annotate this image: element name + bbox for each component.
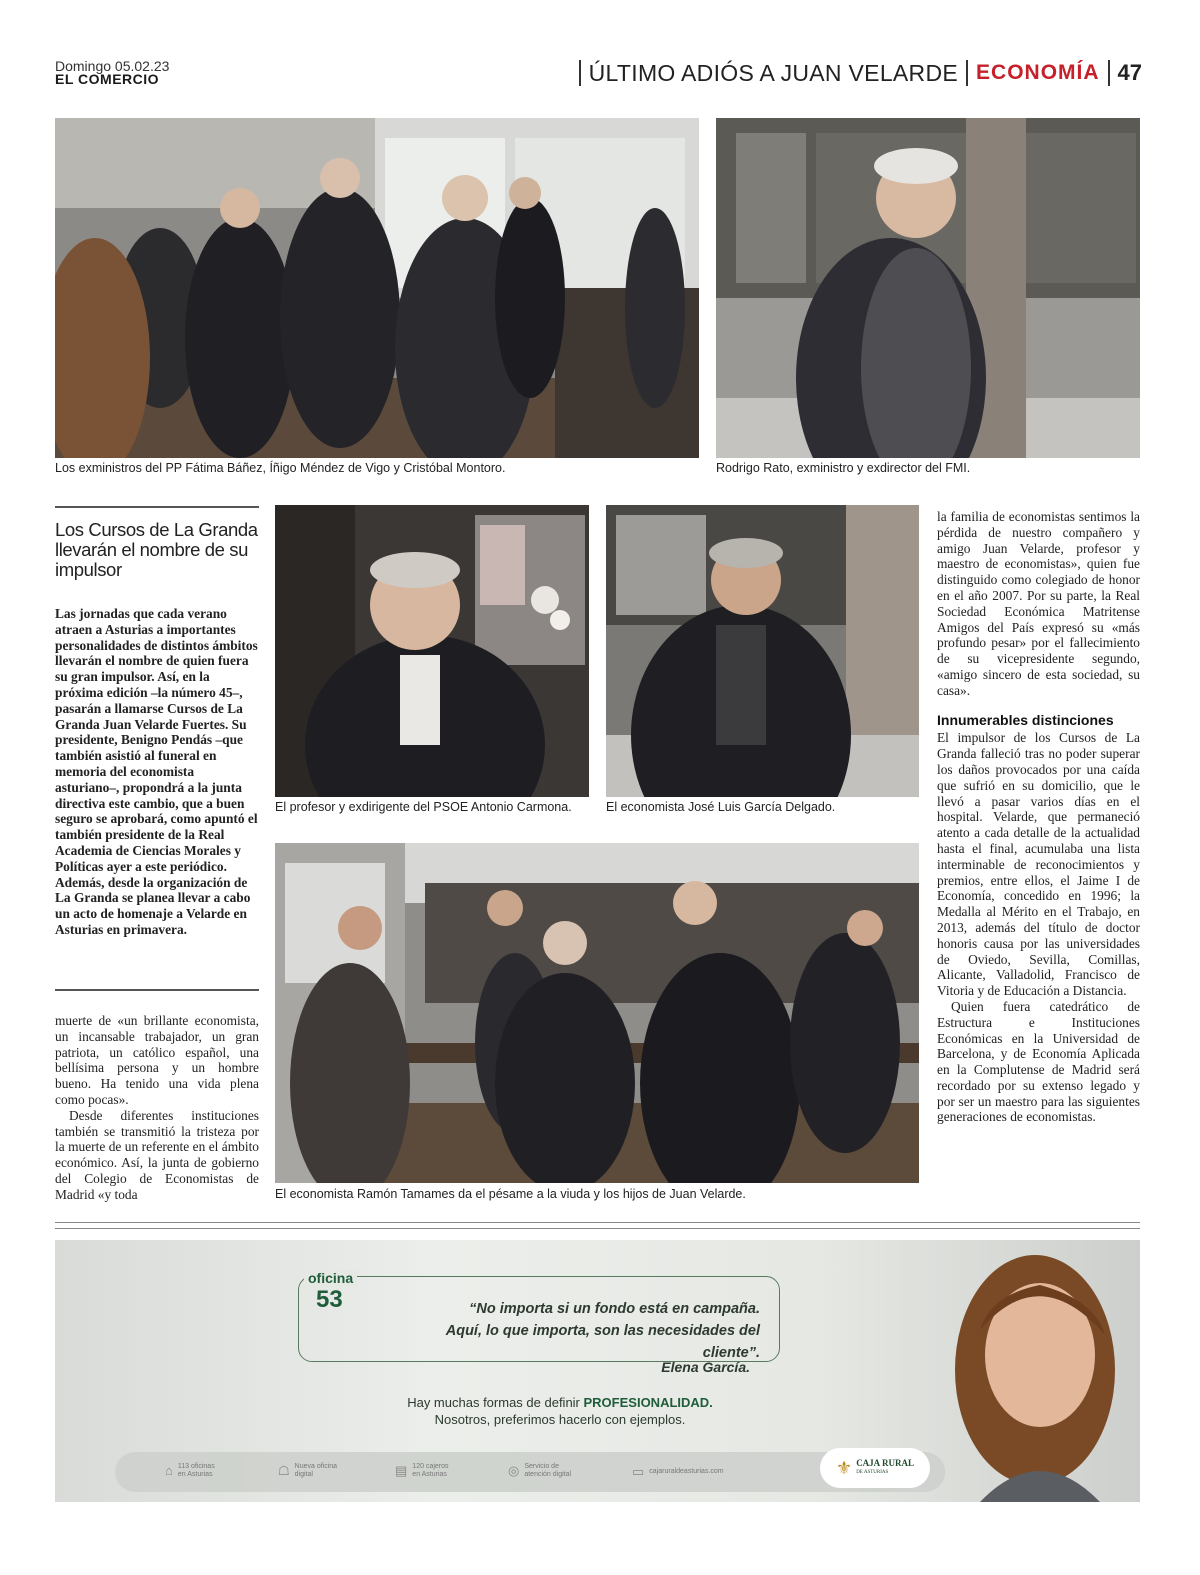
devices-icon: ▭ (632, 1464, 645, 1479)
page-header-right (571, 58, 1142, 88)
sidebar-top-rule (55, 506, 259, 508)
article-column-left (55, 1013, 259, 1203)
caption-ramon-tamames: El economista Ramón Tamames da el pésame a la viuda y los hijos de Juan Velarde. (275, 1187, 746, 1201)
support-icon: ◎ (508, 1463, 520, 1478)
newspaper-name: EL COMERCIO (55, 71, 160, 87)
article-paragraph: Desde diferentes instituciones también se transmitió la tristeza por la muerte de un referente en el ámbito económico. Así, la junta de gobierno del Colegio de Economistas de Madrid «y toda (55, 1107, 259, 1202)
section-title: ÚLTIMO ADIÓS A JUAN VELARDE (588, 59, 959, 86)
ad-separator-rule (55, 1222, 1140, 1229)
photo-rodrigo-rato (716, 118, 1140, 458)
digital-office-icon: ☖ (278, 1463, 290, 1478)
photo-garcia-delgado (606, 505, 919, 797)
edition-date: Domingo 05.02.23 (55, 58, 170, 74)
ad-service-text: digital (294, 1471, 313, 1478)
ad-oficina-number: 53 (316, 1286, 343, 1313)
ad-service-text: Servicio de (524, 1463, 559, 1470)
ad-service-web[interactable] (632, 1464, 724, 1479)
ad-service-support (508, 1463, 571, 1479)
caja-rural-logo (820, 1448, 930, 1488)
logo-subtext: DE ASTURIAS (856, 1470, 889, 1475)
article-paragraph: muerte de «un brillante economista, un incansable trabajador, un gran patriota, un católico español, una bellísima persona y un hombre bueno. Ha tenido una vida plena como pocas». (55, 1013, 259, 1107)
logo-text: CAJA RURAL (856, 1458, 914, 1468)
ad-tagline-strong: PROFESIONALIDAD. (583, 1395, 713, 1410)
ad-service-text: Nueva oficina (294, 1463, 338, 1470)
ad-tagline-second: Nosotros, preferimos hacerlo con ejemplos. (434, 1412, 686, 1427)
caja-rural-shield-icon: ⚜ (836, 1457, 853, 1478)
page-number: 47 (1117, 60, 1142, 85)
home-icon: ⌂ (165, 1463, 173, 1478)
section-name: ECONOMÍA (976, 61, 1100, 84)
photo-antonio-carmona (275, 505, 589, 797)
caption-antonio-carmona: El profesor y exdirigente del PSOE Antonio Carmona. (275, 800, 572, 814)
article-subheading: Innumerables distinciones (937, 711, 1114, 728)
ad-quote (420, 1298, 760, 1364)
ad-quote-line: “No importa si un fondo está en campaña. (469, 1301, 760, 1317)
ad-service-text: atención digital (524, 1471, 572, 1478)
photo-ramon-tamames (275, 843, 919, 1183)
header-divider (1108, 60, 1110, 86)
ad-service-digital-office (278, 1463, 337, 1479)
atm-icon: ▤ (395, 1463, 408, 1478)
ad-service-text: 113 oficinas (177, 1463, 215, 1470)
caption-garcia-delgado: El economista José Luis García Delgado. (606, 800, 836, 814)
photo-exministers (55, 118, 699, 458)
ad-service-offices (165, 1463, 215, 1479)
header-divider (579, 60, 581, 86)
article-paragraph: Quien fuera catedrático de Estructura e Instituciones Económicas en la Universidad de Barcelona, y de Economía Aplicada en la Complutense de Madrid será recordado por su extenso legado y por ser un maestro para las siguientes generaciones de economistas. (937, 998, 1140, 1125)
sidebar-headline: Los Cursos de La Granda llevarán el nombre de su impulsor (55, 519, 258, 580)
caption-exministers: Los exministros del PP Fátima Báñez, Íñigo Méndez de Vigo y Cristóbal Montoro. (55, 461, 506, 475)
article-paragraph: la familia de economistas sentimos la pérdida de nuestro compañero y amigo Juan Velarde, profesor y maestro de economistas», quien fue distinguido como colegiado de honor en el año 2007. Por su parte, la Real Sociedad Económica Matritense Amigos del País expresó su «más profundo pesar» por el fallecimiento de su vicepresidente segundo, «amigo sincero de esta sociedad, su casa». (937, 509, 1140, 698)
sidebar-body: Las jornadas que cada verano atraen a Asturias a importantes personalidades de distintos ámbitos llevarán el nombre de quien fuera su gran impulsor. Así, en la próxima edición –la número 45–, pasarán a llamarse Cursos de La Granda Juan Velarde Fuertes. Su presidente, Benigno Pendás –que también asistió al funeral en memoria del economista asturiano–, propondrá a la junta directiva este cambio, que a buen seguro se aprobará, como apuntó el también presidente de la Real Academia de Ciencias Morales y Políticas ayer a este periódico. Además, desde la organización de La Granda se planea llevar a cabo un acto de homenaje a Velarde en Asturias en primavera. (55, 606, 258, 937)
ad-service-text: en Asturias (412, 1471, 447, 1478)
header-divider (966, 60, 968, 86)
sidebar-bottom-rule (55, 989, 259, 991)
ad-quote-line: Aquí, lo que importa, son las necesidades del cliente”. (445, 1323, 760, 1361)
ad-website[interactable]: cajaruraldeasturias.com (649, 1468, 724, 1475)
ad-signature: Elena García. (661, 1359, 750, 1375)
ad-tagline-prefix: Hay muchas formas de definir (407, 1395, 584, 1410)
caption-rodrigo-rato: Rodrigo Rato, exministro y exdirector del FMI. (716, 461, 971, 475)
ad-service-atms (395, 1463, 449, 1479)
article-paragraph: El impulsor de los Cursos de La Granda falleció tras no poder superar los daños provocados por una caída que sufrió en su domicilio, que le llevó a pasar varios días en el hospital. Velarde, que permaneció atento a cada detalle de la actualidad hasta el final, acumulaba una lista interminable de reconocimientos y premios, entre ellos, el Jaime I de Economía, concedido en 1996; la Medalla al Mérito en el Trabajo, en 2013, además del título de doctor honoris causa por las universidades de Oviedo, Sevilla, Comillas, Alicante, Valladolid, Francisco de Vitoria y de Educación a Distancia. (937, 730, 1140, 999)
article-column-right (937, 509, 1140, 1125)
ad-tagline (360, 1394, 760, 1428)
ad-service-text: 120 cajeros (412, 1463, 449, 1470)
ad-oficina-label: oficina (304, 1270, 357, 1286)
ad-service-text: en Asturias (177, 1471, 213, 1478)
